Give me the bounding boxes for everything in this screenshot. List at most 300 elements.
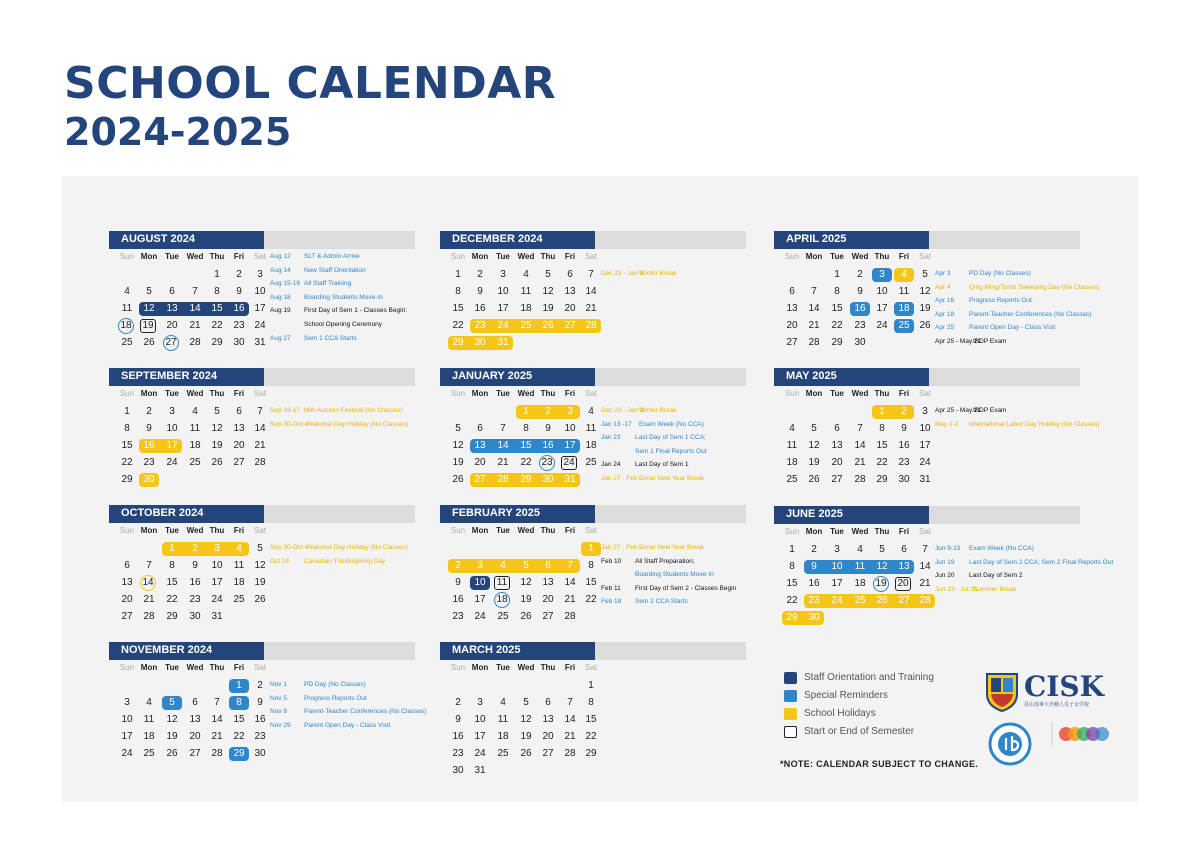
calendar-day: 7	[146, 560, 152, 571]
calendar-day: 19	[873, 576, 889, 592]
weekday-label: Tue	[165, 389, 179, 398]
calendar-day: 12	[808, 440, 820, 451]
calendar-day: 8	[523, 423, 529, 434]
calendar-day: 7	[588, 269, 594, 280]
weekday-label: Sat	[918, 389, 931, 398]
calendar-day: 28	[143, 611, 155, 622]
calendar-day: 11	[520, 286, 532, 297]
calendar-day: 23	[898, 457, 910, 468]
calendar-day: 19	[808, 457, 820, 468]
weekday-label: Mon	[805, 252, 823, 261]
weekday-label: Tue	[496, 252, 510, 261]
calendar-day: 27	[542, 748, 554, 759]
weekday-label: Sun	[784, 527, 800, 536]
calendar-day: 13	[542, 714, 554, 725]
calendar-day: 17	[564, 440, 576, 451]
calendar-day: 8	[789, 561, 795, 572]
calendar-day: 9	[455, 714, 461, 725]
calendar-day: 11	[585, 423, 597, 434]
calendar-day: 4	[588, 406, 594, 417]
month-header	[774, 231, 929, 249]
event-description: Last Day of Sem 2	[969, 572, 1023, 580]
event-description: Last Day of Sem 1 CCA;	[635, 434, 706, 442]
calendar-day: 18	[786, 457, 798, 468]
calendar-day: 1	[455, 269, 461, 280]
calendar-day: 19	[542, 303, 554, 314]
calendar-day: 23	[474, 320, 486, 331]
calendar-day: 3	[500, 269, 506, 280]
calendar-day: 15	[233, 714, 245, 725]
calendar-day: 29	[831, 337, 843, 348]
event-description: Sem 1 Final Reports Out	[635, 447, 707, 455]
calendar-day: 18	[189, 440, 201, 451]
calendar-day: 3	[477, 697, 483, 708]
weekday-label: Mon	[805, 527, 823, 536]
event-description: PD Day (No Classes)	[304, 681, 366, 688]
calendar-day: 3	[477, 560, 483, 571]
calendar-day: 10	[564, 423, 576, 434]
calendar-day: 16	[542, 440, 554, 451]
weekday-label: Tue	[165, 663, 179, 672]
event-date: Aug 19	[270, 307, 291, 315]
weekday-label: Thu	[540, 252, 556, 261]
weekday-label: Sat	[253, 663, 266, 672]
calendar-day: 20	[564, 303, 576, 314]
calendar-day: 27	[189, 748, 201, 759]
calendar-day: 16	[233, 303, 245, 314]
event-date: Apr 25 - May 21	[935, 338, 982, 345]
calendar-day: 17	[254, 303, 266, 314]
calendar-day: 13	[233, 423, 245, 434]
event-date: Nov 5	[270, 694, 287, 702]
calendar-day: 18	[233, 577, 245, 588]
calendar-day: 10	[474, 577, 486, 588]
legend-label: Start or End of Semester	[804, 726, 915, 737]
calendar-day: 27	[898, 595, 910, 606]
weekday-label: Fri	[564, 389, 576, 398]
month-header	[109, 642, 264, 660]
calendar-day: 12	[452, 440, 464, 451]
calendar-day: 29	[211, 337, 223, 348]
month-name: NOVEMBER 2024	[121, 644, 213, 656]
event-date: Nov 1	[270, 681, 287, 688]
event-description: Exam Week (No CCA)	[639, 420, 704, 428]
event-date: Aug 14	[270, 266, 291, 274]
calendar-day: 9	[857, 286, 863, 297]
calendar-day: 13	[474, 440, 486, 451]
calendar-day: 21	[254, 440, 266, 451]
event-description: Lunar New Year Break	[639, 544, 705, 551]
month-calendar	[440, 505, 740, 633]
event-description: Parent Open Day - Class Visit	[969, 324, 1056, 332]
school-logo-subtitle: 昆山加拿大外籍人员子女学校	[1024, 702, 1090, 708]
event-description: Boarding Students Move-In	[635, 571, 714, 579]
calendar-day: 26	[211, 457, 223, 468]
event-date: Apr 16	[935, 297, 955, 305]
calendar-day: 12	[520, 714, 532, 725]
calendar-day: 24	[211, 594, 223, 605]
weekday-label: Wed	[851, 527, 869, 536]
calendar-day: 9	[257, 697, 263, 708]
calendar-day: 31	[211, 611, 223, 622]
calendar-day: 1	[236, 680, 242, 691]
calendar-day: 21	[564, 594, 576, 605]
calendar-day: 16	[189, 577, 201, 588]
calendar-day: 1	[523, 406, 529, 417]
legend-label: Special Reminders	[804, 690, 888, 701]
calendar-day: 6	[124, 560, 130, 571]
month-name: MAY 2025	[786, 370, 837, 382]
calendar-day: 5	[523, 697, 529, 708]
calendar-day: 1	[789, 544, 795, 555]
calendar-day: 22	[166, 594, 178, 605]
weekday-label: Tue	[830, 389, 844, 398]
calendar-day: 25	[854, 595, 866, 606]
calendar-day: 13	[564, 286, 576, 297]
calendar-day: 17	[121, 731, 133, 742]
calendar-day: 23	[452, 611, 464, 622]
calendar-day: 16	[143, 440, 155, 451]
month-calendar	[109, 368, 409, 496]
event-date: Feb 18	[601, 598, 622, 606]
legend-swatch	[784, 708, 797, 720]
weekday-label: Mon	[140, 252, 158, 261]
calendar-day: 19	[140, 319, 156, 333]
calendar-day: 30	[233, 337, 245, 348]
calendar-day: 30	[854, 337, 866, 348]
month-name: APRIL 2025	[786, 233, 847, 245]
calendar-day: 21	[189, 320, 201, 331]
event-date: Sep 30-Oct 4	[270, 544, 309, 551]
weekday-label: Wed	[186, 526, 204, 535]
calendar-day: 2	[455, 560, 461, 571]
event-date: Apr 3	[935, 270, 951, 277]
calendar-day: 8	[455, 286, 461, 297]
calendar-day: 12	[876, 561, 888, 572]
calendar-day: 16	[254, 714, 266, 725]
calendar-day: 22	[585, 731, 597, 742]
calendar-day: 3	[124, 697, 130, 708]
month-name: MARCH 2025	[452, 644, 521, 656]
weekday-label: Wed	[517, 252, 535, 261]
event-description: Canadian Thanksgiving Day	[304, 557, 386, 565]
month-name: DECEMBER 2024	[452, 233, 543, 245]
calendar-day: 26	[254, 594, 266, 605]
month-header	[440, 505, 595, 523]
disclaimer-note: *NOTE: CALENDAR SUBJECT TO CHANGE.	[780, 759, 979, 769]
legend-label: Staff Orientation and Training	[804, 672, 934, 683]
calendar-day: 6	[834, 423, 840, 434]
event-date: Aug 12	[270, 253, 291, 260]
event-description: Progress Reports Out	[304, 694, 367, 702]
page-subtitle-year: 2024-2025	[64, 110, 292, 154]
calendar-day: 4	[789, 423, 795, 434]
month-name: OCTOBER 2024	[121, 507, 204, 519]
calendar-day: 8	[214, 286, 220, 297]
weekday-label: Wed	[851, 389, 869, 398]
calendar-day: 20	[166, 320, 178, 331]
event-description: Mid-Autumn Festival (No Classes)	[304, 407, 403, 414]
calendar-day: 12	[542, 286, 554, 297]
legend-swatch	[784, 672, 797, 684]
calendar-day: 5	[811, 423, 817, 434]
calendar-day: 28	[497, 474, 509, 485]
calendar-day: 15	[520, 440, 532, 451]
calendar-day: 30	[542, 474, 554, 485]
weekday-label: Wed	[517, 526, 535, 535]
calendar-day: 10	[831, 561, 843, 572]
calendar-day: 7	[857, 423, 863, 434]
event-date: Jun 23 - Jul 31	[935, 585, 978, 593]
weekday-label: Wed	[517, 663, 535, 672]
event-date: Aug 15-16	[270, 280, 300, 288]
calendar-day: 22	[520, 457, 532, 468]
event-description: Winter Break	[639, 407, 677, 414]
month-header	[109, 505, 264, 523]
weekday-label: Mon	[140, 389, 158, 398]
calendar-day: 22	[831, 320, 843, 331]
month-header	[440, 231, 595, 249]
event-description: Last Day of Sem 2 CCA; Sem 2 Final Reports Out	[969, 558, 1114, 566]
calendar-day: 23	[189, 594, 201, 605]
calendar-day: 24	[254, 320, 266, 331]
calendar-day: 12	[166, 714, 178, 725]
month-calendar	[109, 505, 409, 633]
calendar-day: 6	[545, 697, 551, 708]
calendar-day: 5	[922, 269, 928, 280]
weekday-label: Tue	[830, 252, 844, 261]
calendar-day: 18	[585, 440, 597, 451]
event-date: Jan 23	[601, 434, 621, 442]
event-description: All Staff Training	[304, 280, 352, 288]
calendar-day: 2	[857, 269, 863, 280]
calendar-day: 15	[121, 440, 133, 451]
calendar-day: 19	[919, 303, 931, 314]
calendar-day: 13	[542, 577, 554, 588]
event-date: Jun 9-13	[935, 545, 961, 552]
month-header	[109, 231, 264, 249]
event-date: Sep 16-17	[270, 407, 300, 414]
weekday-label: Fri	[898, 252, 910, 261]
calendar-day: 21	[808, 320, 820, 331]
calendar-day: 15	[166, 577, 178, 588]
event-description: National Day Holiday (No Classes)	[308, 544, 409, 551]
calendar-day: 6	[901, 544, 907, 555]
weekday-label: Wed	[517, 389, 535, 398]
calendar-day: 2	[811, 544, 817, 555]
weekday-label: Sat	[918, 252, 931, 261]
calendar-day: 23	[854, 320, 866, 331]
weekday-label: Wed	[186, 252, 204, 261]
calendar-day: 16	[452, 594, 464, 605]
weekday-label: Sun	[784, 252, 800, 261]
calendar-day: 18	[520, 303, 532, 314]
calendar-day: 8	[588, 560, 594, 571]
legend-label: School Holidays	[804, 708, 876, 719]
calendar-day: 23	[539, 455, 555, 471]
calendar-day: 21	[854, 457, 866, 468]
calendar-day: 20	[474, 457, 486, 468]
calendar-day: 9	[811, 561, 817, 572]
weekday-label: Thu	[874, 389, 890, 398]
calendar-day: 10	[497, 286, 509, 297]
legend-swatch	[784, 690, 797, 702]
calendar-day: 27	[233, 457, 245, 468]
calendar-day: 9	[901, 423, 907, 434]
event-description: New Staff Orientation	[304, 266, 366, 274]
event-date: Nov 29	[270, 721, 291, 729]
calendar-day: 4	[146, 697, 152, 708]
calendar-day: 14	[564, 577, 576, 588]
calendar-day: 9	[455, 577, 461, 588]
calendar-day: 4	[857, 544, 863, 555]
event-date: Oct 14	[270, 557, 290, 565]
weekday-label: Sun	[119, 663, 135, 672]
weekday-label: Tue	[496, 663, 510, 672]
calendar-day: 10	[919, 423, 931, 434]
calendar-day: 30	[474, 337, 486, 348]
month-calendar	[440, 368, 740, 496]
month-name: JUNE 2025	[786, 508, 843, 520]
calendar-day: 14	[854, 440, 866, 451]
calendar-day: 13	[121, 577, 133, 588]
calendar-day: 21	[585, 303, 597, 314]
calendar-day: 11	[898, 286, 910, 297]
event-date: Sep 30-Oct 4	[270, 420, 309, 428]
calendar-day: 22	[585, 594, 597, 605]
month-calendar	[440, 642, 740, 776]
calendar-day: 4	[192, 406, 198, 417]
calendar-day: 23	[452, 748, 464, 759]
event-description: National Day Holiday (No Classes)	[308, 420, 409, 428]
calendar-day: 29	[233, 748, 245, 759]
calendar-day: 5	[455, 423, 461, 434]
calendar-day: 21	[497, 457, 509, 468]
calendar-day: 20	[189, 731, 201, 742]
weekday-label: Fri	[564, 526, 576, 535]
event-description: Sem 2 CCA Starts	[635, 598, 688, 606]
calendar-day: 29	[786, 612, 798, 623]
month-header	[109, 368, 264, 386]
calendar-day: 7	[922, 544, 928, 555]
calendar-day: 24	[497, 320, 509, 331]
month-calendar	[774, 506, 1114, 634]
calendar-day: 24	[561, 456, 577, 470]
weekday-label: Fri	[564, 252, 576, 261]
calendar-day: 10	[876, 286, 888, 297]
calendar-day: 17	[876, 303, 888, 314]
calendar-day: 4	[236, 543, 242, 554]
calendar-day: 31	[564, 474, 576, 485]
calendar-day: 1	[124, 406, 130, 417]
event-date: Apr 18	[935, 310, 955, 318]
calendar-day: 1	[879, 406, 885, 417]
calendar-day: 14	[808, 303, 820, 314]
calendar-day: 28	[211, 748, 223, 759]
calendar-day: 25	[233, 594, 245, 605]
calendar-day: 19	[520, 594, 532, 605]
weekday-label: Tue	[496, 526, 510, 535]
weekday-label: Sat	[584, 252, 597, 261]
calendar-day: 20	[831, 457, 843, 468]
calendar-day: 10	[254, 286, 266, 297]
calendar-day: 1	[588, 543, 594, 554]
calendar-day: 24	[831, 595, 843, 606]
weekday-label: Sun	[119, 389, 135, 398]
calendar-day: 2	[192, 543, 198, 554]
calendar-day: 26	[143, 337, 155, 348]
weekday-label: Sun	[119, 252, 135, 261]
calendar-day: 1	[214, 269, 220, 280]
event-description: IBDP Exam	[973, 407, 1007, 414]
weekday-label: Fri	[233, 526, 245, 535]
calendar-day: 6	[192, 697, 198, 708]
weekday-label: Tue	[830, 527, 844, 536]
month-header	[440, 368, 595, 386]
weekday-label: Mon	[140, 663, 158, 672]
weekday-label: Fri	[898, 389, 910, 398]
calendar-day: 22	[233, 731, 245, 742]
calendar-day: 11	[143, 714, 155, 725]
calendar-day: 3	[834, 544, 840, 555]
calendar-day: 2	[455, 697, 461, 708]
weekday-label: Sat	[253, 526, 266, 535]
calendar-day: 13	[831, 440, 843, 451]
calendar-day: 26	[808, 474, 820, 485]
event-description: First Day of Sem 1 - Classes Begin:	[304, 307, 407, 315]
calendar-day: 2	[236, 269, 242, 280]
calendar-day: 26	[520, 611, 532, 622]
calendar-day: 15	[786, 578, 798, 589]
calendar-day: 29	[166, 611, 178, 622]
calendar-day: 11	[189, 423, 201, 434]
calendar-day: 14	[254, 423, 266, 434]
calendar-day: 28	[189, 337, 201, 348]
calendar-day: 7	[214, 697, 220, 708]
calendar-day: 1	[169, 543, 175, 554]
calendar-day: 25	[121, 337, 133, 348]
weekday-label: Wed	[186, 663, 204, 672]
calendar-day: 9	[545, 423, 551, 434]
weekday-label: Sun	[450, 663, 466, 672]
calendar-day: 9	[477, 286, 483, 297]
calendar-day: 21	[919, 578, 931, 589]
calendar-day: 7	[257, 406, 263, 417]
calendar-day: 25	[520, 320, 532, 331]
event-date: Apr 4	[935, 283, 951, 291]
school-crest-icon	[985, 672, 1019, 712]
calendar-day: 26	[166, 748, 178, 759]
event-description: Parent-Teacher Conferences (No Classes)	[969, 310, 1092, 318]
calendar-day: 23	[143, 457, 155, 468]
calendar-day: 12	[254, 560, 266, 571]
event-description: Progress Reports Out	[969, 297, 1032, 305]
calendar-day: 13	[898, 561, 910, 572]
weekday-label: Thu	[209, 252, 225, 261]
calendar-day: 21	[211, 731, 223, 742]
calendar-day: 20	[121, 594, 133, 605]
calendar-day: 12	[143, 303, 155, 314]
calendar-day: 2	[257, 680, 263, 691]
month-calendar	[109, 642, 427, 770]
weekday-label: Sun	[784, 389, 800, 398]
calendar-day: 3	[214, 543, 220, 554]
calendar-day: 5	[214, 406, 220, 417]
weekday-label: Sun	[119, 526, 135, 535]
calendar-day: 23	[808, 595, 820, 606]
calendar-day: 28	[254, 457, 266, 468]
calendar-day: 15	[831, 303, 843, 314]
